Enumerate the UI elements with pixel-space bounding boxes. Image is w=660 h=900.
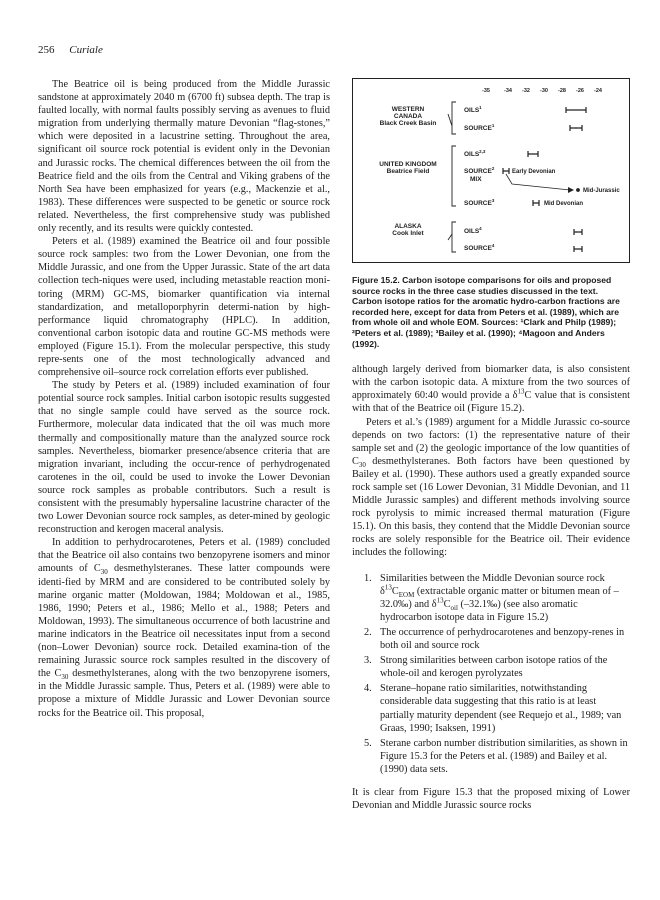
group-brace xyxy=(448,102,456,134)
group-brace xyxy=(448,222,456,252)
row-label: SOURCE$^4$ xyxy=(464,243,495,252)
paragraph: although largely derived from biomarker data, is also consistent with the carbon isotopic data. A mixture from the two sources of approximately 60:40 would provide a $\delta^{13}C$ value that is consistent with that of the Beatrice oil (Figure 15.2). xyxy=(352,364,630,415)
list-item: 4. Sterane–hopane ratio similarities, notwithstanding considerable data suggesting that this ratio is at least partially maturity dependent (see Requejo et al., 1989; van Graas, 1990; Isaksen, 1991) xyxy=(364,683,622,734)
group-name: Beatrice Field xyxy=(386,168,430,175)
row-label: OILS$^1$ xyxy=(464,105,482,114)
group-alaska xyxy=(392,222,582,252)
page-header xyxy=(38,44,103,56)
annotation-mid-devonian: Mid Devonian xyxy=(544,201,584,207)
group-brace xyxy=(452,146,456,206)
page-number: 256 xyxy=(38,44,55,56)
paragraph: The study by Peters et al. (1989) included examination of four potential source rock samples. Initial carbon isotopic results suggested that no single sample could have served as the source rock. Furthermore, molecular data indicated that the oil was much more thermally and compositionally mature than the analyzed source rock samples. Nevertheless, biomarker presence/absence criteria that are migration invariant, including the occur-rence of perhydrogenated carotenes in the oil, could be used to invoke the Lower Devonian source rock samples as probable contributors. Such a result is consistent with the presumably hypersaline lacustrine character of the two Lower Devonian source rock samples, as deter-mined by geologic reconstruction and kerogen maceral analysis. xyxy=(38,380,330,536)
scale-tick: -32 xyxy=(522,88,530,94)
paragraph: The Beatrice oil is being produced from the Middle Jurassic sandstone at approximately 2040 m (6700 ft) subsea depth. The trap is faulted locally, with normal faults possibly serving as avenues to fluid migration from underlying thermally mature Devonian “flag-stones,” which were deposited in a lacustrine setting. Throughout the area, significant oil source rock potential is evident only in the Devonian and Jurassic rocks. The chemical differences between the oil from the Beatrice field and the oils from the Central and Viking grabens of the North Sea have been emphasized for years (e.g., Mackenzie et al., 1983). These differences were suspected to be genetic or source rock related. Nevertheless, the first comprehensive study was published only recently, and its results were quickly contested. xyxy=(38,79,330,235)
figure-15-2 xyxy=(352,78,630,263)
group-name: Black Creek Basin xyxy=(379,120,437,127)
paragraph: Peters et al.’s (1989) argument for a Middle Jurassic co-source depends on two factors: (1) the representative nature of their sample set and (2) the geologic importance of the low quantities of $C_{30}$ desmethylsteranes. Both factors have been questioned by Bailey et al. (1990). These authors used a greatly expanded source rock sample set (16 Lower Devonian, 31 Middle Devonian, and 11 Middle Jurassic samples) and different methods involving source rock pyrolysis to mimic increased thermal maturation (Figure 15.1). On this basis, they contend that the Middle Devonian source rocks are solely responsible for the Beatrice oil. Their evidence includes the following: xyxy=(352,416,630,559)
range-bar-early-devonian xyxy=(503,168,509,174)
paragraph: Peters et al. (1989) examined the Beatrice oil and four possible source rock samples: two from the Lower Devonian, one from the Middle Jurassic, and one from the Upper Jurassic. State of the art data collection tech-niques were used, including metastable reaction moni-toring (MRM) GC-MS, biomarker quantification via internal standardization, and metalloporphyrin determi-nation by high-performance liquid chromatography (HPLC). In addition, conventional carbon isotopic data and routine GC-MS methods were employed (Figure 15.1). From the molecular perspective, this study repre-sents one of the most technologically advanced and comprehensive oil–source rock correlation efforts ever published. xyxy=(38,236,330,379)
arrow-head xyxy=(568,187,574,193)
right-column xyxy=(352,78,630,812)
group-name: UNITED KINGDOM xyxy=(379,161,437,168)
isotope-comparison-chart xyxy=(352,78,630,263)
annotation-early-devonian: Early Devonian xyxy=(512,169,556,175)
range-bar-oils xyxy=(528,151,538,157)
scale-tick: -35 xyxy=(482,88,490,94)
row-label: MIX xyxy=(470,176,482,183)
group-name: WESTERN xyxy=(391,106,425,113)
row-label: SOURCE$^2$ xyxy=(464,166,495,175)
paragraph: In addition to perhydrocarotenes, Peters et al. (1989) concluded that the Beatrice oil also contains two benzopyrene isomers and minor amounts of $C_{30}$ desmethylsteranes. These latter compounds were identi-fied by MRM and are considered to be contributed solely by marine organic matter (Moldowan, 1984; Moldowan et al., 1985, 1986, 1990; Peters et al., 1986; Mello et al., 1988; Peters and Moldowan, 1993). The simultaneous occurrence of both lacustrine and marine indicators in the Beatrice oil necessitates input from a second (non–Lower Devonian) source rock. Detailed examina-tion of the remaining Jurassic source rock samples resulted in the discovery of the $C_{30}$ desmethylsteranes, along with the two benzopyrene isomers, in the Middle Jurassic sample. Thus, Peters et al. (1989) were able to propose a mixture of Middle Jurassic and Lower Devonian source rocks for the Beatrice oil. This proposal, xyxy=(38,537,330,719)
left-column xyxy=(38,78,330,720)
row-label: OILS$^{2,3}$ xyxy=(464,149,486,158)
figure-caption: Figure 15.2. Carbon isotope comparisons for oils and proposed source rocks in the three case studies discussed in the text. Carbon isotope ratios for the aromatic hydro-carbon fractions are recorded here, except for data from Peters et al. (1989), which are from whole oil and whole EOM. Sources: ¹Clark and Philp (1989); ²Peters et al. (1989); ³Bailey et al. (1990); ⁴Magoon and Anders (1992). xyxy=(352,275,620,349)
range-bar-mid-devonian xyxy=(533,200,539,206)
scale-tick: -34 xyxy=(504,88,512,94)
group-name: CANADA xyxy=(393,113,423,120)
list-item: 5. Sterane carbon number distribution similarities, as shown in Figure 15.3 for the Peters et al. (1989) and Bailey et al. (1990) data sets. xyxy=(364,737,628,775)
mid-jurassic-point xyxy=(576,188,580,192)
scale-tick: -26 xyxy=(576,88,584,94)
evidence-list xyxy=(352,572,630,776)
scale-tick: -30 xyxy=(540,88,548,94)
range-bar-oils xyxy=(574,229,582,235)
annotation-mid-jurassic: Mid-Jurassic xyxy=(583,188,620,194)
running-title: Curiale xyxy=(69,44,103,56)
range-bar-source xyxy=(574,246,582,252)
group-western-canada xyxy=(380,102,586,134)
range-bar-source xyxy=(570,125,582,131)
row-label: OILS$^4$ xyxy=(464,226,482,235)
scale-tick: -28 xyxy=(558,88,566,94)
list-item: 1. Similarities between the Middle Devonian source rock $\delta^{13}C_{EOM}$ (extractable organic matter or bitumen mean of –32.0‰) and $\delta^{13}C_{oil}$ (–32.1‰) (see also aromatic hydrocarbon isotope data in Figure 15.2) xyxy=(364,572,619,623)
group-name: ALASKA xyxy=(394,223,422,230)
range-bar-oils xyxy=(566,107,586,113)
scale-tick-labels xyxy=(482,88,603,94)
mix-arrow xyxy=(506,174,570,190)
row-label: SOURCE$^3$ xyxy=(464,198,495,207)
scale-tick: -24 xyxy=(594,88,602,94)
list-item: 2. The occurrence of perhydrocarotenes and benzopy-renes in both oil and source rock xyxy=(364,626,625,652)
row-label: SOURCE$^1$ xyxy=(464,123,495,132)
list-item: 3. Strong similarities between carbon isotope ratios of the whole-oil and kerogen pyrolyzates xyxy=(364,655,608,680)
paragraph: It is clear from Figure 15.3 that the proposed mixing of Lower Devonian and Middle Jurassic source rocks xyxy=(352,786,630,812)
group-name: Cook Inlet xyxy=(392,230,424,237)
group-united-kingdom xyxy=(379,146,620,207)
